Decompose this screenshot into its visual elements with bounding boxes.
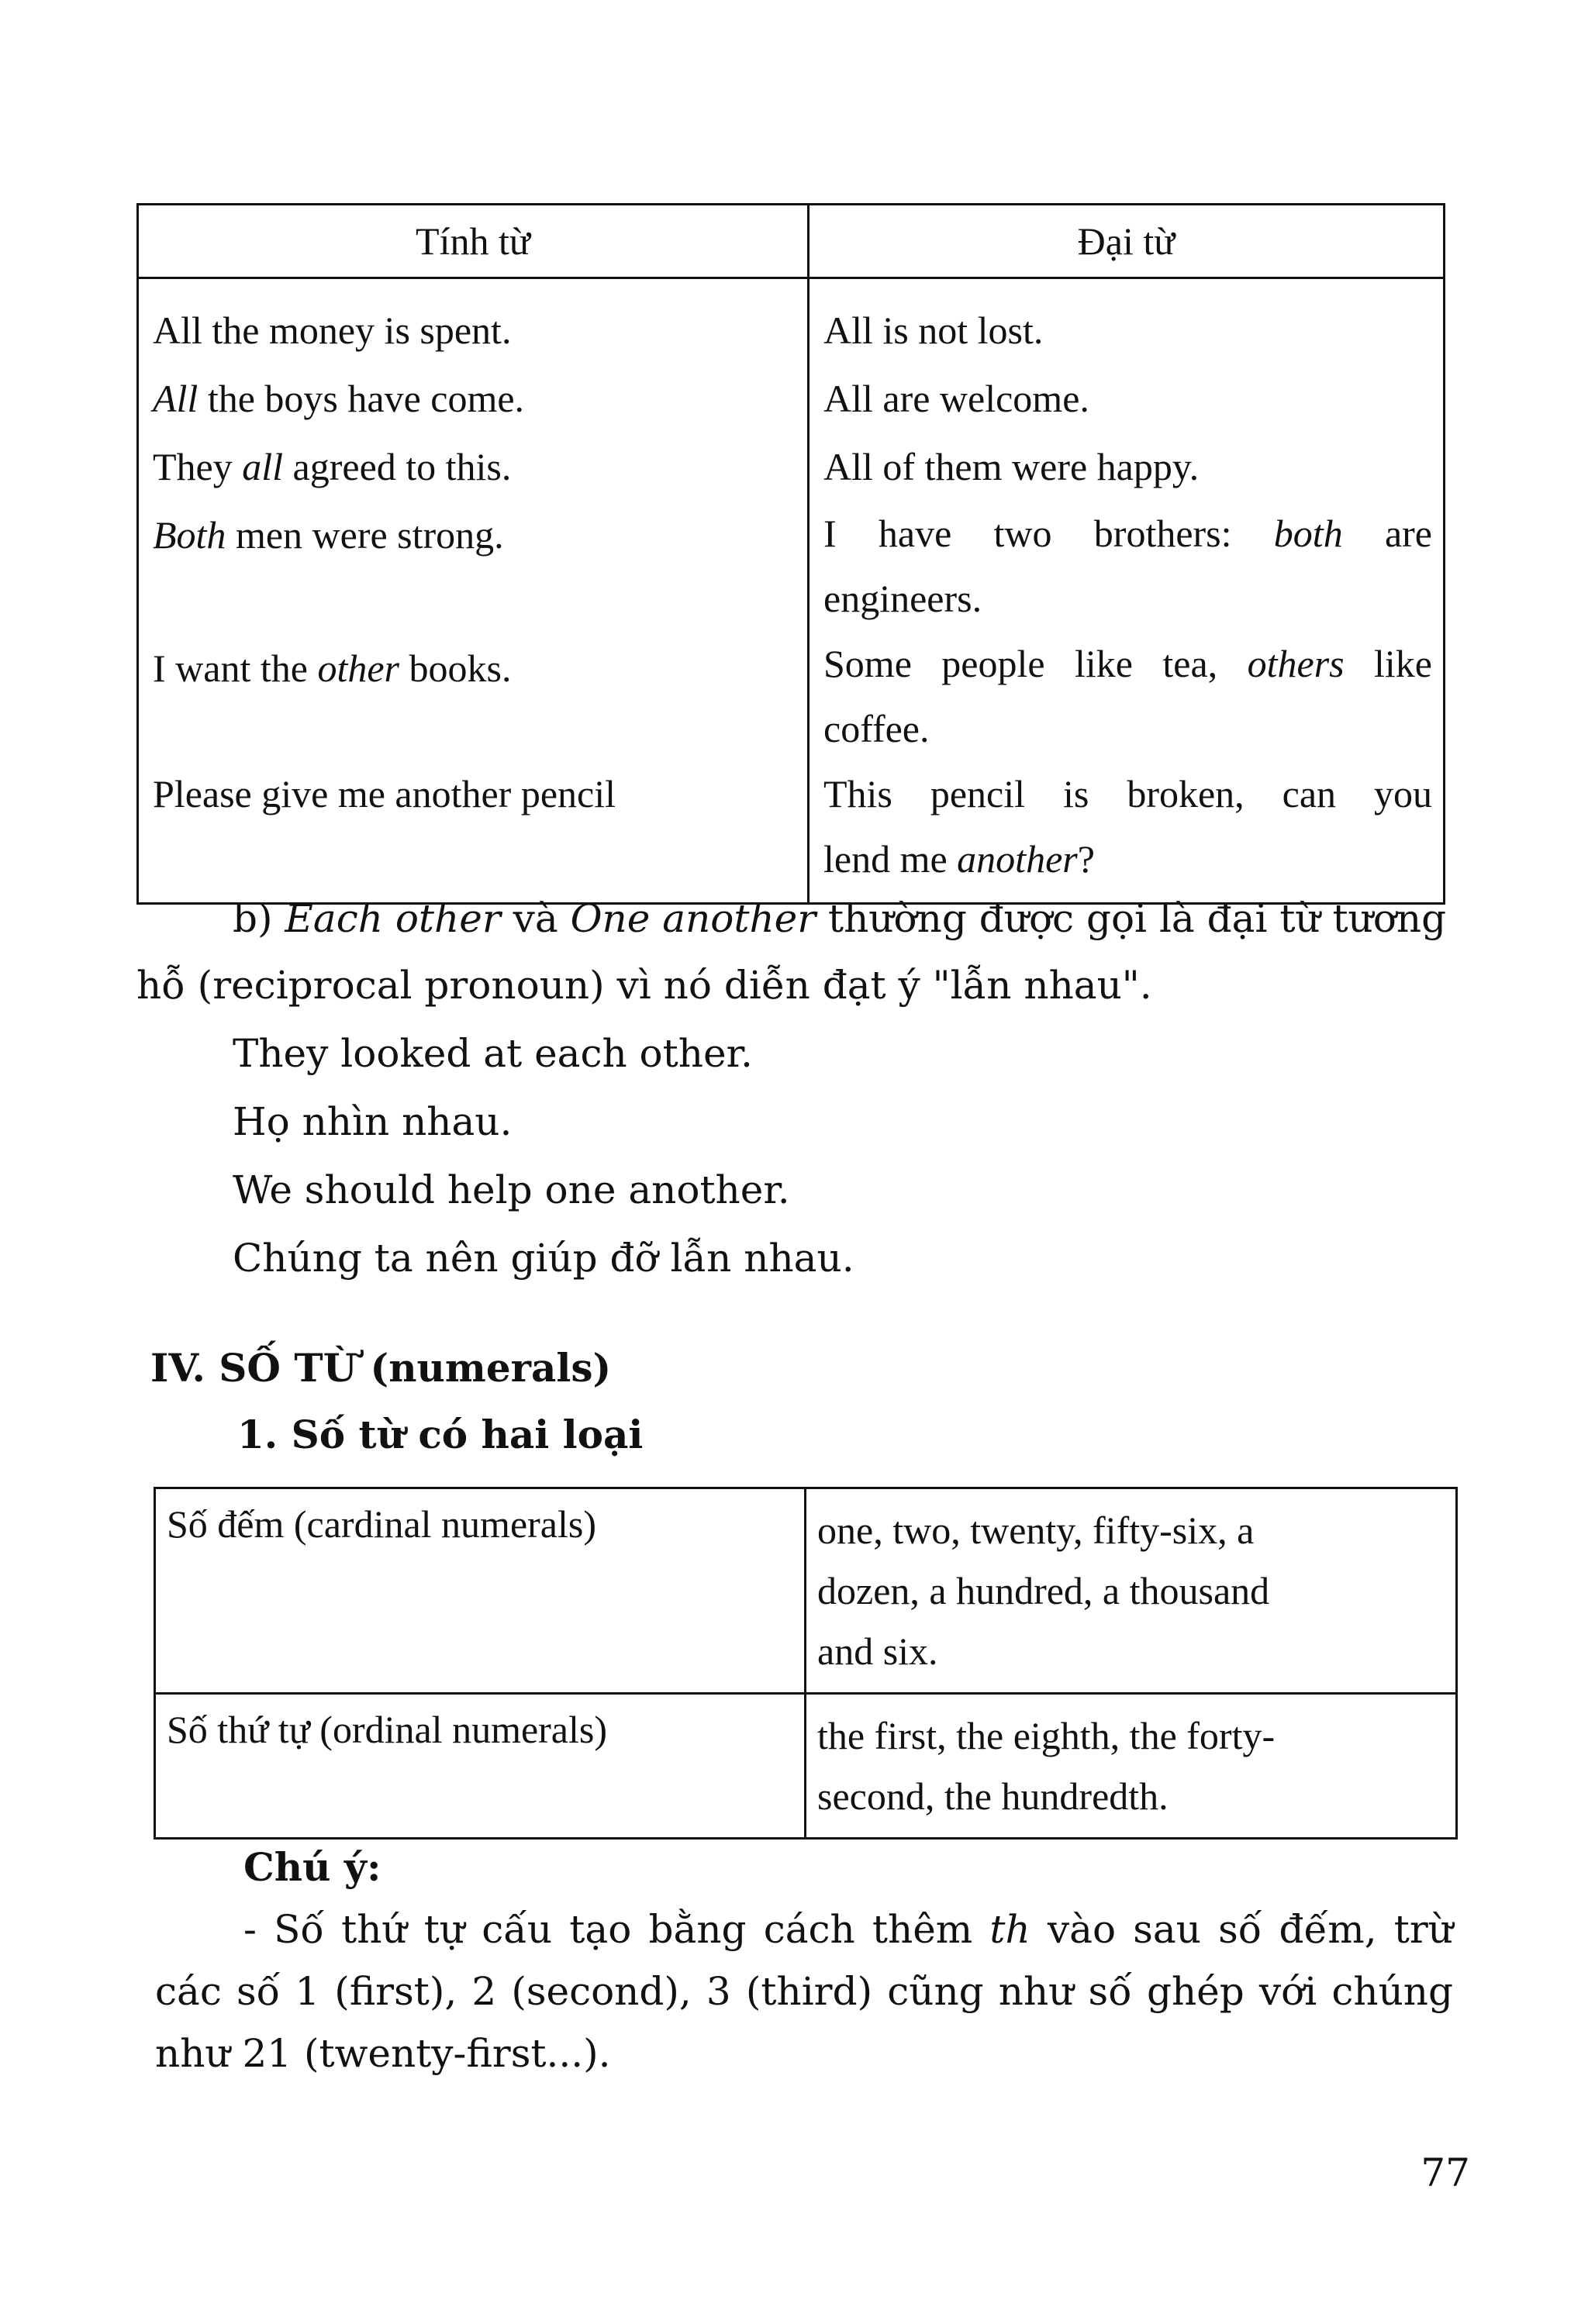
header-pronoun: Đại từ xyxy=(809,205,1445,278)
table-header-row xyxy=(138,205,1445,278)
ordinal-label: Số thứ tự (ordinal numerals) xyxy=(155,1694,806,1839)
example-translation-1: Họ nhìn nhau. xyxy=(233,1099,513,1144)
note-line-1: - Số thứ tự cấu tạo bằng cách thêm th vào sau số đếm, trừ xyxy=(243,1907,1453,1952)
pron-example-2: All are welcome. xyxy=(823,377,1089,420)
pron-example-5-cont: coffee. xyxy=(823,707,930,750)
table-row xyxy=(138,278,1445,904)
cardinal-examples: one, two, twenty, fifty-six, a dozen, a hundred, a thousand and six. xyxy=(806,1488,1457,1694)
adj-example-6: Please give me another pencil xyxy=(153,772,616,815)
adj-example-3: They all agreed to this. xyxy=(153,445,512,488)
pron-example-4-cont: engineers. xyxy=(823,577,982,620)
section-title: IV. SỐ TỪ (numerals) xyxy=(150,1345,612,1391)
example-sentence-2: We should help one another. xyxy=(233,1167,790,1212)
cardinal-label: Số đếm (cardinal numerals) xyxy=(155,1488,806,1694)
pron-example-4: I have two brothers: both are xyxy=(823,512,1432,555)
adjective-pronoun-table xyxy=(136,203,1445,905)
adj-example-4: Both men were strong. xyxy=(153,513,504,557)
reciprocal-pronoun-paragraph-line2: hỗ (reciprocal pronoun) vì nó diễn đạt ý "lẫn nhau". xyxy=(136,963,1152,1008)
example-translation-2: Chúng ta nên giúp đỡ lẫn nhau. xyxy=(233,1236,854,1281)
table-row xyxy=(155,1488,1457,1694)
page-number: 77 xyxy=(1421,2150,1470,2195)
note-line-2: các số 1 (first), 2 (second), 3 (third) cũng như số ghép với chúng xyxy=(155,1969,1453,2014)
pronoun-column xyxy=(809,278,1445,904)
pron-example-6: This pencil is broken, can you xyxy=(823,772,1432,815)
section-subtitle: 1. Số từ có hai loại xyxy=(237,1412,644,1457)
pron-example-6-cont: lend me another? xyxy=(823,837,1095,881)
note-title: Chú ý: xyxy=(243,1844,381,1890)
note-line-3: như 21 (twenty-first...). xyxy=(155,2031,611,2076)
pron-example-1: All is not lost. xyxy=(823,309,1044,352)
table-row xyxy=(155,1694,1457,1839)
adj-example-5: I want the other books. xyxy=(153,647,512,690)
adj-example-1: All the money is spent. xyxy=(153,309,512,352)
example-sentence-1: They looked at each other. xyxy=(233,1031,753,1076)
ordinal-examples: the first, the eighth, the forty- second, the hundredth. xyxy=(806,1694,1457,1839)
pron-example-5: Some people like tea, others like xyxy=(823,642,1433,685)
header-adjective: Tính từ xyxy=(138,205,809,278)
adjective-column xyxy=(138,278,809,904)
reciprocal-pronoun-paragraph-line1: b) Each other và One another thường được gọi là đại từ tương xyxy=(233,896,1447,941)
pron-example-3: All of them were happy. xyxy=(823,445,1200,488)
adj-example-2: All the boys have come. xyxy=(153,377,525,420)
numerals-table xyxy=(154,1487,1458,1840)
